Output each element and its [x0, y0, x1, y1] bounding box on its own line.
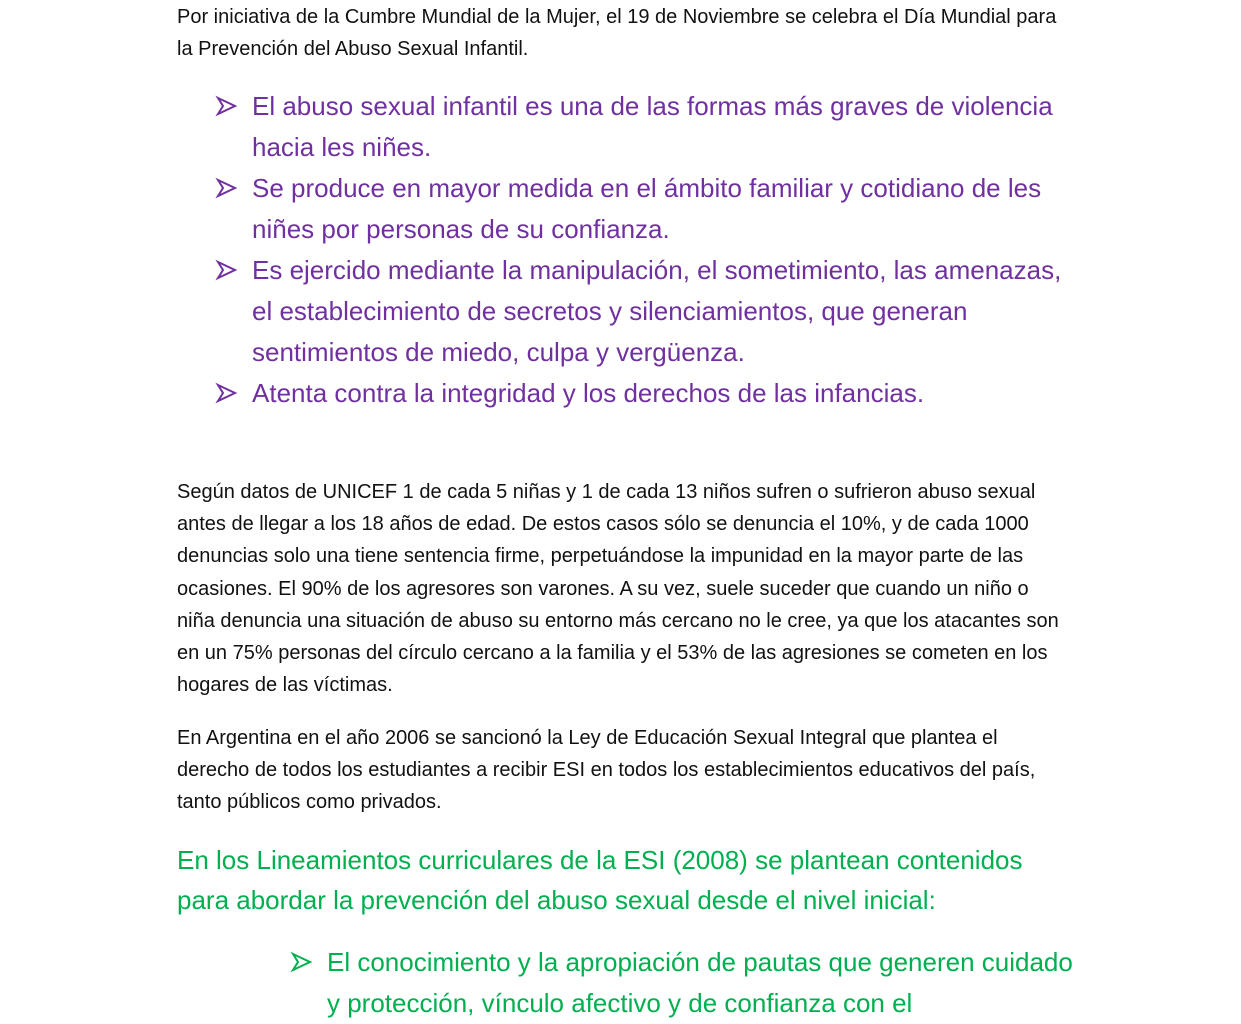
- arrowhead-bullet-icon: [290, 942, 314, 983]
- arrowhead-bullet-icon: [215, 373, 239, 414]
- argentina-paragraph: En Argentina en el año 2006 se sancionó la Ley de Educación Sexual Integral que plantea el derecho de todos los estudiantes a recibir ESI en todos los establecimientos educativos del país, tanto públicos como privados.: [177, 727, 1036, 814]
- bullet-text: Es ejercido mediante la manipulación, el sometimiento, las amenazas, el establecimiento de secretos y silenciamientos, que generan sentimientos de miedo, culpa y vergüenza.: [252, 255, 1062, 367]
- bullet-text: El conocimiento y la apropiación de pautas que generen cuidado y protección, vínculo afectivo y de confianza con el: [327, 947, 1073, 1018]
- unicef-paragraph: Según datos de UNICEF 1 de cada 5 niñas y 1 de cada 13 niños sufren o sufrieron abuso sexual antes de llegar a los 18 años de edad. De estos casos sólo se denuncia el 10%, y de cada 1000 denuncias solo una tiene sentencia firme, perpetuándose la impunidad en la mayor parte de las ocasiones. El 90% de los agresores son varones. A su vez, suele suceder que cuando un niño o niña denuncia una situación de abuso su entorno más cercano no le cree, ya que los atacantes son en un 75% personas del círculo cercano a la familia y el 53% de las agresiones se cometen en los hogares de las víctimas.: [177, 481, 1059, 697]
- list-item: [215, 373, 1075, 414]
- green-heading: En los Lineamientos curriculares de la ESI (2008) se plantean contenidos para abordar la prevención del abuso sexual desde el nivel inicial:: [177, 845, 1023, 915]
- list-item: [215, 86, 1075, 168]
- green-bullet-list: [290, 942, 1090, 1024]
- bullet-text: Se produce en mayor medida en el ámbito familiar y cotidiano de les niñes por personas de su confianza.: [252, 173, 1042, 244]
- bullet-text: El abuso sexual infantil es una de las formas más graves de violencia hacia les niñes.: [252, 91, 1053, 162]
- intro-paragraph: Por iniciativa de la Cumbre Mundial de la Mujer, el 19 de Noviembre se celebra el Día Mundial para la Prevención del Abuso Sexual Infantil.: [177, 6, 1057, 61]
- purple-bullet-list: [215, 86, 1075, 414]
- arrowhead-bullet-icon: [215, 168, 239, 209]
- list-item: [290, 942, 1090, 1024]
- arrowhead-bullet-icon: [215, 86, 239, 127]
- bullet-text: Atenta contra la integridad y los derechos de las infancias.: [252, 378, 925, 408]
- list-item: [215, 168, 1075, 250]
- list-item: [215, 250, 1075, 373]
- arrowhead-bullet-icon: [215, 250, 239, 291]
